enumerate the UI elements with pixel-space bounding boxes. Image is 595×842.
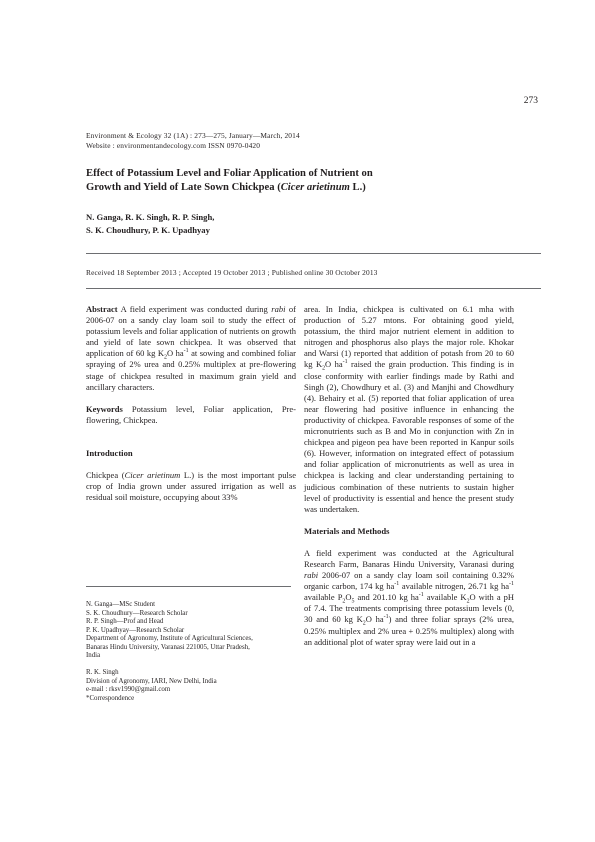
footnote-spacer	[86, 661, 301, 670]
abstract-text: O ha	[166, 348, 184, 359]
species-name: Cicer arietinum	[124, 470, 181, 481]
species-name: Cicer arietinum	[280, 182, 350, 193]
body-text: O with a pH of 7.4. The treatments comprising three potassium levels (0, 30 and 60 kg K	[304, 592, 514, 625]
body-text: A field experiment was conducted at the Agricultural Research Farm, Banaras Hindu University, Varanasi during	[304, 547, 514, 569]
footnote-line: *Correspondence	[86, 694, 135, 702]
subscript: 5	[351, 598, 355, 605]
introduction-continued	[304, 304, 514, 515]
title-text: L.)	[349, 182, 366, 193]
body-text: O	[345, 592, 352, 603]
superscript: -1	[183, 348, 189, 355]
journal-website: Website : environmentandecology.com ISSN 0970-0420	[86, 140, 261, 150]
footnote-line: Division of Agronomy, IARI, New Delhi, India	[86, 677, 217, 685]
materials-methods-heading: Materials and Methods	[304, 525, 390, 536]
footnote-line: e-mail : rksv1990@gmail.com	[86, 686, 171, 694]
footnote-line: N. Ganga—MSc Student	[86, 601, 156, 608]
body-text: available P	[304, 592, 343, 603]
author-affiliations	[86, 601, 301, 704]
journal-citation: Environment & Ecology 32 (1A) : 273—275, January—March, 2014	[86, 131, 300, 140]
subscript: 2	[466, 598, 470, 605]
subscript: 2	[322, 366, 326, 373]
title-line-2	[86, 181, 426, 195]
body-text: and 201.10 kg ha	[354, 592, 419, 603]
body-text: O ha	[365, 614, 384, 625]
right-column	[304, 304, 514, 648]
authors-line-2: S. K. Choudhury, P. K. Upadhyay	[86, 224, 210, 235]
body-text: 2006-07 on a sandy clay loam soil containing 0.32% organic carbon, 174 kg ha	[304, 570, 514, 592]
body-text: area. In India, chickpea is cultivated on 6.1 mha with production of 5.27 mtons. For obtaining good yield, potassium, the third major nutrient element in addition to nitrogen and phosphorus also plays the major role. Khokar and Warsi (1) reported that addition of potash from 20 to 60 kg K	[304, 304, 514, 370]
abstract-text: of 2006-07 on a sandy clay loam soil to study the effect of potassium levels and foliar application of nutrients on growth and yield of late sown chickpea. It was observed that application of 60 kg K	[86, 304, 296, 359]
left-column	[86, 304, 296, 503]
body-text: available K	[423, 592, 467, 603]
footnote-line: India	[86, 652, 101, 660]
intro-text: Chickpea (	[86, 470, 125, 481]
keywords	[86, 404, 296, 426]
body-text: raised the grain production. This finding is in close conformity with earlier findings made by Rathi and Singh (2), Chowdhury et al. (3) and Manjhi and Chowdhury (4). Behairy et al. (5) reported that foliar application of urea near flowering had positive influence in enhancing the productivity of chickpea. Favorable responses of some of the micronutrients such as B and Mo in conjunction with Zn in chickpea and pigeon pea have been reported in Kanpur soils (6). However, information on integrated effect of potassium and foliar application of micronutrients as well as urea in chickpea is lacking and clear understanding pertaining to judicious combination of these nutrients to sustain higher level of productivity is essential and hence the present study was undertaken.	[304, 359, 514, 514]
body-text: ) and three foliar sprays (2% urea, 0.25% multiplex and 2% urea + 0.25% multiplex) along with an additional plot of water spray were laid out in a	[304, 614, 514, 647]
materials-methods-text	[304, 548, 514, 648]
subscript: 2	[164, 355, 167, 362]
footnote-line: S. K. Choudhury—Research Scholar	[86, 609, 188, 617]
footnote-line: Banaras Hindu University, Varanasi 221005, Uttar Pradesh,	[86, 643, 250, 651]
abstract	[86, 304, 296, 393]
introduction-text	[86, 470, 296, 503]
abstract-text: at sowing and combined foliar spraying of 2% urea and 0.25% multiplex at pre-flowering stage of chickpea resulted in maximum grain yield and ancillary characters.	[86, 348, 296, 392]
article-title	[86, 167, 426, 195]
authors-line-1: N. Ganga, R. K. Singh, R. P. Singh,	[86, 212, 215, 222]
body-text: rabi	[304, 570, 319, 581]
footnote-divider	[86, 586, 291, 587]
keywords-text: Potassium level, Foliar application, Pre-flowering, Chickpea.	[86, 403, 296, 425]
footnote-line: R. K. Singh	[86, 669, 119, 677]
abstract-text: A field experiment was conducted during	[117, 304, 272, 314]
footnote-line: Department of Agronomy, Institute of Agricultural Sciences,	[86, 635, 253, 643]
journal-header	[86, 131, 300, 150]
subscript: 2	[362, 621, 366, 628]
body-text: available nitrogen, 26.71 kg ha	[399, 581, 510, 592]
abstract-label: Abstract	[86, 304, 118, 314]
subscript: 2	[342, 598, 346, 605]
superscript: -1	[394, 581, 400, 588]
publication-dates: Received 18 September 2013 ; Accepted 19 October 2013 ; Published online 30 October 2013	[86, 268, 378, 277]
page-number: 273	[523, 96, 538, 106]
abstract-text: rabi	[271, 304, 286, 314]
title-line-1: Effect of Potassium Level and Foliar Application of Nutrient on	[86, 168, 373, 179]
introduction-heading: Introduction	[86, 447, 133, 458]
author-list	[86, 211, 214, 236]
footnote-line: P. K. Upadhyay—Research Scholar	[86, 626, 185, 634]
keywords-label: Keywords	[86, 403, 123, 414]
superscript: -1	[418, 592, 424, 599]
superscript: -1	[383, 614, 389, 621]
bottom-divider	[86, 288, 541, 289]
intro-text: L.) is the most important pulse crop of India grown under assured irrigation as well as residual soil moisture, occupying about 33%	[86, 470, 296, 503]
body-text: O ha	[325, 359, 343, 370]
superscript: -1	[509, 581, 514, 588]
superscript: -1	[342, 359, 348, 366]
footnote-line: R. P. Singh—Prof and Head	[86, 618, 164, 626]
title-text: Growth and Yield of Late Sown Chickpea (	[86, 182, 281, 193]
top-divider	[86, 253, 541, 254]
